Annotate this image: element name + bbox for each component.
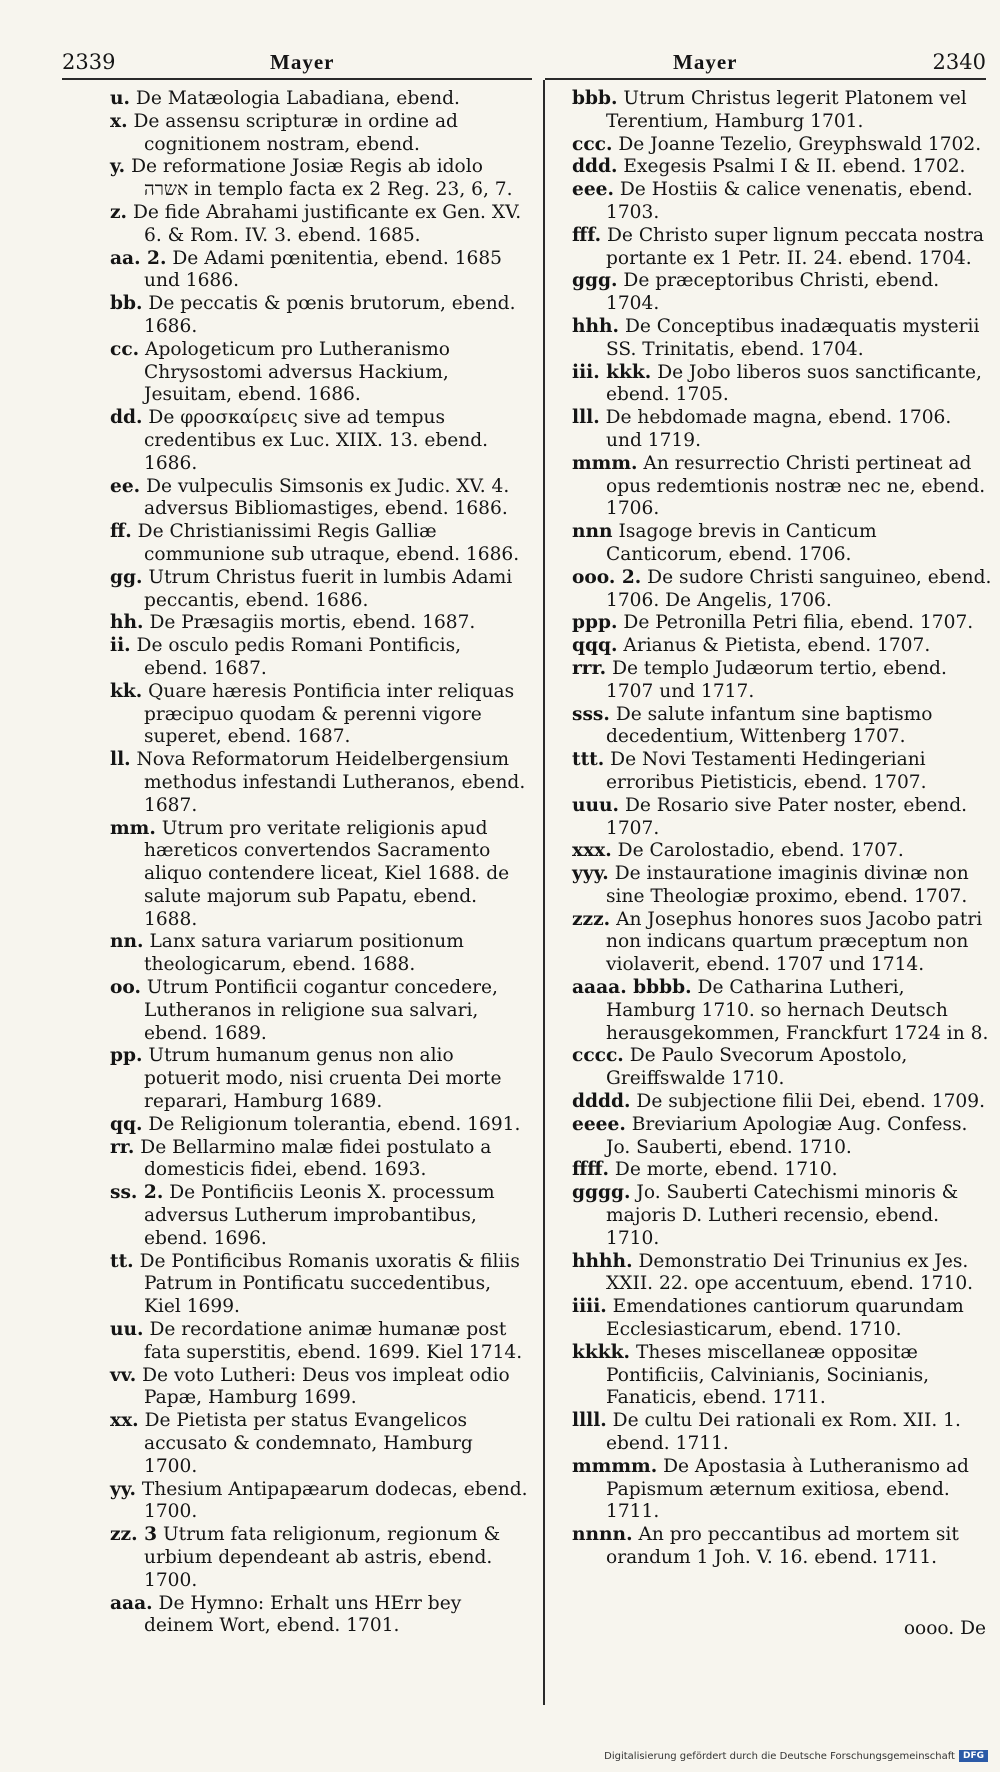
entry-label: y. xyxy=(110,156,126,178)
entry-label: qqq. xyxy=(572,635,618,657)
entry-label: vv. xyxy=(110,1364,137,1386)
entry-text: Quare hæresis Pontificia inter reliquas præcipuo quodam & perenni vigore superet, ebend. 1687. xyxy=(144,680,515,748)
entry-text: De morte, ebend. 1710. xyxy=(614,1159,838,1181)
bibliography-entry xyxy=(572,909,992,977)
bibliography-entry xyxy=(110,931,528,977)
entry-text: Nova Reformatorum Heidelbergensium methodus infestandi Lutheranos, ebend. 1687. xyxy=(136,749,526,816)
entry-label: x. xyxy=(110,110,128,132)
entry-text: De præceptoribus Christi, ebend. 1704. xyxy=(606,270,940,315)
entry-text: Breviarium Apologiæ Aug. Confess. Jo. Sauberti, ebend. 1710. xyxy=(606,1113,968,1158)
bibliography-entry xyxy=(572,749,992,795)
entry-text: An pro peccantibus ad mortem sit orandum 1 Joh. V. 16. ebend. 1711. xyxy=(606,1524,959,1568)
entry-text: De templo Judæorum tertio, ebend. 1707 und 1717. xyxy=(606,657,947,702)
bibliography-entry xyxy=(572,635,992,658)
bibliography-entry xyxy=(572,1524,992,1570)
right-column xyxy=(572,88,992,1570)
bibliography-entry xyxy=(572,567,992,613)
entry-label: eeee. xyxy=(572,1113,626,1135)
catchword: oooo. De xyxy=(903,1618,986,1639)
column-divider xyxy=(543,80,545,1705)
entry-label: aa. 2. xyxy=(110,247,167,269)
entry-text: De cultu Dei rationali ex Rom. XII. 1. ebend. 1711. xyxy=(606,1410,961,1455)
entry-text: De hebdomade magna, ebend. 1706. und 1719. xyxy=(605,407,952,451)
entry-text: De Pontificiis Leonis X. processum adversus Lutherum improbantibus, ebend. 1696. xyxy=(144,1182,495,1249)
entry-label: ooo. 2. xyxy=(572,566,642,588)
right-running-title: Mayer xyxy=(673,50,738,74)
entry-label: tt. xyxy=(110,1250,134,1272)
entry-text: Thesium Antipapæarum dodecas, ebend. 1700. xyxy=(141,1478,528,1523)
bibliography-entry xyxy=(572,863,992,909)
bibliography-entry xyxy=(110,476,528,522)
bibliography-entry xyxy=(572,1251,992,1297)
entry-label: eee. xyxy=(572,179,614,201)
entry-text: Utrum pro veritate religionis apud hæreticos convertendos Sacramento aliquo contendere liceat, Kiel 1688. de salute majorum sub Papatu, ebend. 1688. xyxy=(144,817,510,930)
entry-label: nn. xyxy=(110,931,144,953)
entry-label: gg. xyxy=(110,566,143,588)
bibliography-entry xyxy=(110,567,528,613)
entry-label: dd. xyxy=(110,407,143,429)
bibliography-entry xyxy=(110,293,528,339)
bibliography-entry xyxy=(110,1251,528,1319)
bibliography-entry xyxy=(110,339,528,407)
entry-label: cc. xyxy=(110,338,140,360)
entry-label: fff. xyxy=(572,224,602,246)
entry-text: An Josephus honores suos Jacobo patri non indicans quartum præceptum non violaverit, ebend. 1707 und 1714. xyxy=(606,908,983,976)
entry-text: De Christo super lignum peccata nostra portante ex 1 Petr. II. 24. ebend. 1704. xyxy=(606,224,984,269)
entry-label: ff. xyxy=(110,521,132,543)
entry-text: Isagoge brevis in Canticum Canticorum, ebend. 1706. xyxy=(606,521,877,565)
bibliography-entry xyxy=(110,612,528,635)
bibliography-entry xyxy=(110,635,528,681)
bibliography-entry xyxy=(572,316,992,362)
bibliography-entry xyxy=(110,681,528,749)
entry-label: pp. xyxy=(110,1045,143,1067)
entry-text: De Jobo liberos suos sanctificante, ebend. 1705. xyxy=(606,361,982,406)
footer-text: Digitalisierung gefördert durch die Deutsche Forschungsgemeinschaft xyxy=(604,1750,955,1762)
entry-label: mm. xyxy=(110,817,156,839)
entry-label: rrr. xyxy=(572,657,607,679)
entry-text: De osculo pedis Romani Pontificis, ebend. 1687. xyxy=(136,635,462,679)
entry-label: dddd. xyxy=(572,1091,631,1113)
entry-text: De subjectione filii Dei, ebend. 1709. xyxy=(636,1091,986,1113)
entry-text: De Joanne Tezelio, Greyphswald 1702. xyxy=(618,133,982,155)
entry-label: kk. xyxy=(110,680,143,702)
entry-text: De assensu scripturæ in ordine ad cognitionem nostram, ebend. xyxy=(133,110,458,155)
entry-text: De Hymno: Erhalt uns HErr bey deinem Wort, ebend. 1701. xyxy=(144,1592,462,1637)
bibliography-entry xyxy=(110,1365,528,1411)
entry-text: Utrum fata religionum, regionum & urbium dependeant ab astris, ebend. 1700. xyxy=(144,1524,501,1591)
bibliography-entry xyxy=(572,407,992,453)
entry-label: kkkk. xyxy=(572,1341,631,1363)
entry-text: De Præsagiis mortis, ebend. 1687. xyxy=(149,612,476,634)
entry-label: ffff. xyxy=(572,1159,609,1181)
bibliography-entry xyxy=(572,1114,992,1160)
entry-label: uu. xyxy=(110,1319,144,1341)
entry-text: Theses miscellaneæ oppositæ Pontificiis, Calvinianis, Socinianis, Fanaticis, ebend. 1711. xyxy=(606,1341,930,1409)
bibliography-entry xyxy=(572,88,992,134)
entry-text: Arianus & Pietista, ebend. 1707. xyxy=(623,635,931,657)
bibliography-entry xyxy=(110,111,528,157)
entry-label: bbb. xyxy=(572,88,618,109)
bibliography-entry xyxy=(572,270,992,316)
entry-text: Utrum humanum genus non alio potuerit modo, nisi cruenta Dei morte reparari, Hamburg 1689. xyxy=(144,1045,502,1113)
header-rule-right xyxy=(545,78,986,80)
bibliography-entry xyxy=(110,1114,528,1137)
bibliography-entry xyxy=(572,1091,992,1114)
page-header xyxy=(62,50,986,80)
entry-label: zz. 3 xyxy=(110,1524,158,1546)
entry-text: Demonstratio Dei Trinunius ex Jes. XXII. 22. ope accentuum, ebend. 1710. xyxy=(606,1250,974,1295)
entry-label: llll. xyxy=(572,1410,607,1432)
entry-text: De Apostasia à Lutheranismo ad Papismum æternum exitiosa, ebend. 1711. xyxy=(606,1455,969,1523)
entry-label: hhhh. xyxy=(572,1250,633,1272)
entry-label: xx. xyxy=(110,1410,139,1432)
entry-text: Utrum Pontificii cogantur concedere, Lutheranos in religione sua salvari, ebend. 1689. xyxy=(144,977,498,1044)
entry-text: Lanx satura variarum positionum theologicarum, ebend. 1688. xyxy=(144,931,464,976)
entry-text: De reformatione Josiæ Regis ab idolo אשרה in templo facta ex 2 Reg. 23, 6, 7. xyxy=(131,156,513,201)
entry-text: Apologeticum pro Lutheranismo Chrysostomi adversus Hackium, Jesuitam, ebend. 1686. xyxy=(144,338,450,406)
bibliography-entry xyxy=(110,1182,528,1250)
entry-label: bb. xyxy=(110,293,143,315)
entry-text: De instauratione imaginis divinæ non sine Theologiæ proximo, ebend. 1707. xyxy=(606,863,969,907)
entry-text: De voto Lutheri: Deus vos impleat odio Papæ, Hamburg 1699. xyxy=(142,1364,510,1409)
entry-label: ggg. xyxy=(572,270,618,292)
bibliography-entry xyxy=(110,818,528,932)
entry-label: mmm. xyxy=(572,452,638,474)
entry-text: De salute infantum sine baptismo decedentium, Wittenberg 1707. xyxy=(606,703,933,748)
bibliography-entry xyxy=(572,179,992,225)
bibliography-entry xyxy=(572,977,992,1045)
entry-text: De recordatione animæ humanæ post fata superstitis, ebend. 1699. Kiel 1714. xyxy=(144,1319,523,1363)
bibliography-entry xyxy=(572,521,992,567)
entry-label: iii. kkk. xyxy=(572,361,652,383)
entry-text: De Catharina Lutheri, Hamburg 1710. so hernach Deutsch herausgekommen, Franckfurt 1724 in 8. xyxy=(606,977,989,1044)
bibliography-entry xyxy=(572,1342,992,1410)
entry-text: De Pontificibus Romanis uxoratis & filiis Patrum in Pontificatu succedentibus, Kiel 1699. xyxy=(139,1250,520,1318)
entry-text: De Christianissimi Regis Galliæ communione sub utraque, ebend. 1686. xyxy=(137,521,520,565)
bibliography-entry xyxy=(110,749,528,817)
left-page-number: 2339 xyxy=(62,50,116,74)
entry-label: oo. xyxy=(110,977,141,999)
bibliography-entry xyxy=(572,134,992,157)
entry-label: yy. xyxy=(110,1478,136,1500)
bibliography-entry xyxy=(110,1593,528,1639)
entry-text: Utrum Christus legerit Platonem vel Terentium, Hamburg 1701. xyxy=(606,88,967,132)
bibliography-entry xyxy=(110,1045,528,1113)
entry-label: hh. xyxy=(110,612,144,634)
entry-label: ccc. xyxy=(572,133,613,155)
entry-label: nnn xyxy=(572,521,613,543)
bibliography-entry xyxy=(110,1479,528,1525)
entry-text: De φροσκαίρεις sive ad tempus credentibus ex Luc. XIIX. 13. ebend. 1686. xyxy=(144,407,489,474)
bibliography-entry xyxy=(572,1296,992,1342)
entry-label: aaaa. bbbb. xyxy=(572,977,692,999)
bibliography-entry xyxy=(110,1319,528,1365)
entry-text: De Matæologia Labadiana, ebend. xyxy=(135,88,460,109)
bibliography-entry xyxy=(572,612,992,635)
bibliography-entry xyxy=(572,453,992,521)
bibliography-entry xyxy=(110,1137,528,1183)
bibliography-entry xyxy=(110,156,528,202)
entry-label: iiii. xyxy=(572,1296,607,1318)
entry-text: De Bellarmino malæ fidei postulato a domesticis fidei, ebend. 1693. xyxy=(140,1136,492,1181)
entry-label: qq. xyxy=(110,1113,143,1135)
entry-label: aaa. xyxy=(110,1592,153,1614)
footer xyxy=(604,1750,988,1762)
bibliography-entry xyxy=(110,977,528,1045)
entry-label: uuu. xyxy=(572,794,620,816)
bibliography-entry xyxy=(110,1524,528,1592)
entry-text: Exegesis Psalmi I & II. ebend. 1702. xyxy=(623,156,966,178)
dfg-logo: DFG xyxy=(959,1750,988,1762)
entry-text: De Pietista per status Evangelicos accusato & condemnato, Hamburg 1700. xyxy=(144,1410,473,1477)
entry-label: hhh. xyxy=(572,315,620,337)
entry-label: u. xyxy=(110,88,130,109)
left-running-title: Mayer xyxy=(270,50,335,74)
entry-text: De Rosario sive Pater noster, ebend. 1707. xyxy=(606,794,968,839)
left-column xyxy=(110,88,528,1638)
bibliography-entry xyxy=(572,225,992,271)
entry-text: De sudore Christi sanguineo, ebend. 1706. De Angelis, 1706. xyxy=(606,566,992,611)
entry-text: De Hostiis & calice venenatis, ebend. 1703. xyxy=(606,179,973,223)
entry-text: De Conceptibus inadæquatis mysterii SS. Trinitatis, ebend. 1704. xyxy=(606,315,980,360)
entry-text: Utrum Christus fuerit in lumbis Adami peccantis, ebend. 1686. xyxy=(144,566,513,611)
bibliography-entry xyxy=(572,1159,992,1182)
entry-text: De Carolostadio, ebend. 1707. xyxy=(617,840,904,862)
entry-label: lll. xyxy=(572,407,600,429)
entry-label: ddd. xyxy=(572,156,618,178)
entry-text: De Petronilla Petri filia, ebend. 1707. xyxy=(623,612,974,634)
bibliography-entry xyxy=(110,1410,528,1478)
bibliography-entry xyxy=(110,88,528,111)
entry-text: Emendationes cantiorum quarundam Ecclesiasticarum, ebend. 1710. xyxy=(606,1296,964,1341)
header-rule-left xyxy=(62,78,532,80)
entry-label: zzz. xyxy=(572,908,611,930)
bibliography-entry xyxy=(572,362,992,408)
bibliography-entry xyxy=(572,1182,992,1250)
entry-text: De Religionum tolerantia, ebend. 1691. xyxy=(148,1113,521,1135)
entry-text: An resurrectio Christi pertineat ad opus redemtionis nostræ nec ne, ebend. 1706. xyxy=(606,452,986,520)
entry-label: ii. xyxy=(110,635,131,657)
entry-label: z. xyxy=(110,201,128,223)
entry-text: De vulpeculis Simsonis ex Judic. XV. 4. adversus Bibliomastiges, ebend. 1686. xyxy=(144,475,510,520)
bibliography-entry xyxy=(572,1456,992,1524)
entry-label: gggg. xyxy=(572,1182,631,1204)
entry-text: De Adami pœnitentia, ebend. 1685 und 1686. xyxy=(144,247,503,292)
entry-label: rr. xyxy=(110,1136,135,1158)
entry-text: De peccatis & pœnis brutorum, ebend. 1686. xyxy=(144,293,516,337)
entry-label: ttt. xyxy=(572,749,605,771)
entry-label: nnnn. xyxy=(572,1524,633,1546)
bibliography-entry xyxy=(572,704,992,750)
bibliography-entry xyxy=(110,248,528,294)
bibliography-entry xyxy=(572,1410,992,1456)
entry-label: ll. xyxy=(110,749,131,771)
entry-label: yyy. xyxy=(572,863,609,885)
entry-text: De Novi Testamenti Hedingeriani erroribus Pietisticis, ebend. 1707. xyxy=(606,749,927,793)
bibliography-entry xyxy=(572,795,992,841)
entry-label: sss. xyxy=(572,703,610,725)
entry-label: xxx. xyxy=(572,840,612,862)
entry-label: cccc. xyxy=(572,1045,624,1067)
entry-label: mmmm. xyxy=(572,1455,658,1477)
bibliography-entry xyxy=(572,658,992,704)
right-page-number: 2340 xyxy=(932,50,986,74)
entry-label: ss. 2. xyxy=(110,1182,164,1204)
bibliography-entry xyxy=(110,202,528,248)
bibliography-entry xyxy=(110,407,528,475)
entry-label: ppp. xyxy=(572,612,618,634)
bibliography-entry xyxy=(572,1045,992,1091)
entry-text: De fide Abrahami justificante ex Gen. XV. 6. & Rom. IV. 3. ebend. 1685. xyxy=(132,201,522,246)
bibliography-entry xyxy=(110,521,528,567)
entry-text: De Paulo Svecorum Apostolo, Greiffswalde 1710. xyxy=(606,1045,908,1090)
bibliography-entry xyxy=(572,840,992,863)
bibliography-entry xyxy=(572,156,992,179)
entry-text: Jo. Sauberti Catechismi minoris & majoris D. Lutheri recensio, ebend. 1710. xyxy=(606,1182,959,1249)
entry-label: ee. xyxy=(110,475,141,497)
